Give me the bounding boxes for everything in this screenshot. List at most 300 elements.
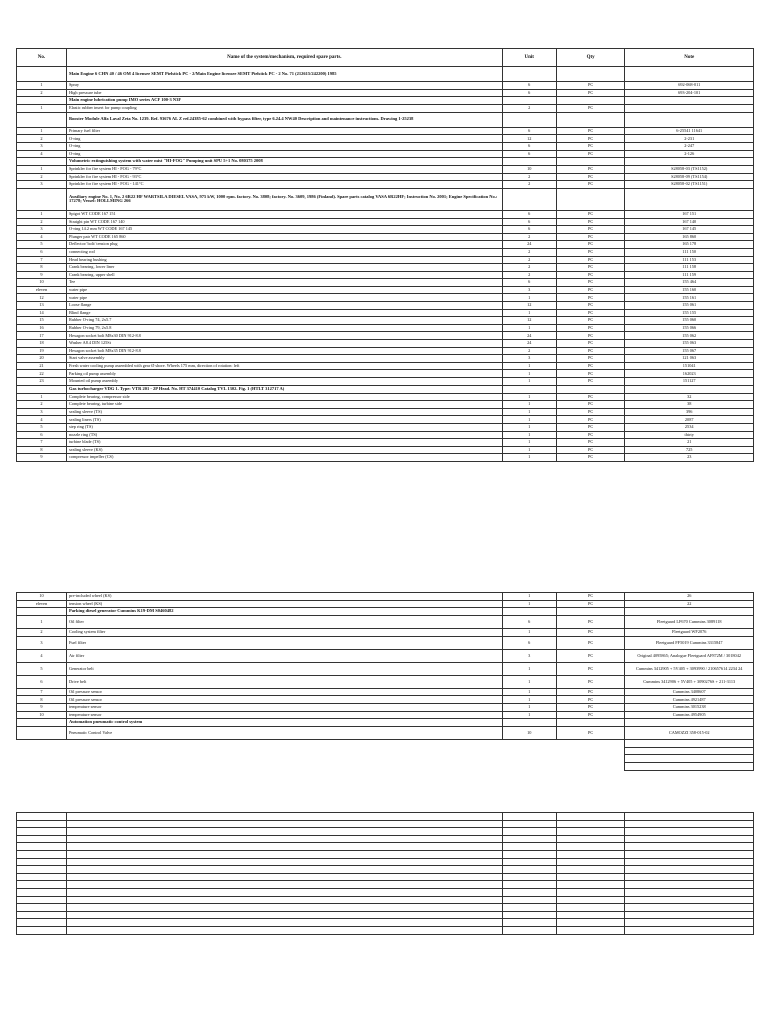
row-name: connecting rod <box>66 248 502 256</box>
row-qty: PC <box>556 401 625 409</box>
table-row <box>17 82 754 90</box>
row-no: 8 <box>17 696 67 704</box>
row-name: temperature sensor <box>66 703 502 711</box>
empty-row <box>17 820 754 828</box>
table-row <box>17 636 754 649</box>
empty-row <box>17 911 754 919</box>
table-row <box>17 89 754 97</box>
table-row <box>17 431 754 439</box>
row-note: 165 860 <box>625 233 754 241</box>
row-name: Crank bearing, lower liner <box>66 264 502 272</box>
blank-grid-table <box>16 812 754 935</box>
row-qty: PC <box>556 142 625 150</box>
row-qty: PC <box>556 636 625 649</box>
row-qty: PC <box>556 317 625 325</box>
row-qty: PC <box>556 294 625 302</box>
table-row <box>17 416 754 424</box>
table-row <box>17 248 754 256</box>
row-qty: PC <box>556 218 625 226</box>
row-note: 693-204-101 <box>625 89 754 97</box>
row-note: 155 062 <box>625 332 754 340</box>
row-unit: 1 <box>502 711 556 719</box>
row-name: Head bearing bushing <box>66 256 502 264</box>
row-note: 121 063 <box>625 355 754 363</box>
row-note: 2534 <box>625 423 754 431</box>
row-unit: 1 <box>502 408 556 416</box>
table-row <box>17 233 754 241</box>
row-unit: 10 <box>502 166 556 174</box>
row-no: 14 <box>17 309 67 317</box>
section-row <box>17 67 754 82</box>
row-unit: 2 <box>502 256 556 264</box>
row-qty: PC <box>556 593 625 601</box>
row-note: 155 066 <box>625 324 754 332</box>
row-name: Washer A8.4 DIN 125St <box>66 340 502 348</box>
row-note: 155 155 <box>625 309 754 317</box>
row-no: 6 <box>17 248 67 256</box>
row-note: 692-068-011 <box>625 82 754 90</box>
row-name: nozzle ring (TS) <box>66 431 502 439</box>
empty-row <box>17 828 754 836</box>
row-qty: PC <box>556 324 625 332</box>
row-note: 165 178 <box>625 241 754 249</box>
row-name: O-ring 14.2 mm WT CODE 167 145 <box>66 226 502 234</box>
row-no: 7 <box>17 439 67 447</box>
row-name: Complete bearing, compressor side <box>66 393 502 401</box>
table-row <box>17 362 754 370</box>
row-note: 21 <box>625 439 754 447</box>
section-title: Booster Module Alfa Laval Zeta No. 1239. Ref. 93676 AL Z ref.24385-62 combined with bypass filter, type 6.24.4 NW40 Description and maintenance instructions. Drawing 1-25238 <box>66 112 502 127</box>
table-row <box>17 727 754 740</box>
row-qty: PC <box>556 446 625 454</box>
row-note: 155 061 <box>625 302 754 310</box>
row-qty: PC <box>556 181 625 189</box>
table-row <box>17 408 754 416</box>
row-qty: PC <box>556 662 625 675</box>
row-unit: 1 <box>502 662 556 675</box>
table-row <box>17 294 754 302</box>
row-no: 1 <box>17 82 67 90</box>
row-note: 162023 <box>625 370 754 378</box>
row-note: 23 <box>625 454 754 462</box>
row-qty: PC <box>556 279 625 287</box>
row-unit: 6 <box>502 210 556 218</box>
row-name: Sprinkler for fire system HI - FOG - 141°C <box>66 181 502 189</box>
row-unit: 1 <box>502 370 556 378</box>
row-no: 9 <box>17 271 67 279</box>
row-no: 3 <box>17 181 67 189</box>
row-unit: 1 <box>502 401 556 409</box>
table-row <box>17 703 754 711</box>
table-row <box>17 662 754 675</box>
table-row <box>17 340 754 348</box>
row-unit: 6 <box>502 279 556 287</box>
row-note: 155 060 <box>625 317 754 325</box>
row-unit: 1 <box>502 675 556 688</box>
row-no: 19 <box>17 347 67 355</box>
row-note: 167 140 <box>625 218 754 226</box>
table-row <box>17 439 754 447</box>
row-no: 2 <box>17 218 67 226</box>
row-qty: PC <box>556 286 625 294</box>
row-name: Parking oil pump assembly <box>66 370 502 378</box>
row-no: 7 <box>17 256 67 264</box>
row-qty: PC <box>556 302 625 310</box>
row-unit: 1 <box>502 393 556 401</box>
row-unit: 1 <box>502 703 556 711</box>
empty-row <box>17 866 754 874</box>
row-no: 4 <box>17 416 67 424</box>
row-name: Drive belt <box>66 675 502 688</box>
table-row <box>17 711 754 719</box>
row-note: 396 <box>625 408 754 416</box>
row-name: Sprinkler for fire system HI - FOG - 79°C <box>66 166 502 174</box>
row-name: Deflector/ bolt/ tension plug <box>66 241 502 249</box>
empty-row <box>17 904 754 912</box>
row-qty: PC <box>556 362 625 370</box>
row-unit: 12 <box>502 317 556 325</box>
row-name: Cooling system filter <box>66 629 502 637</box>
row-unit: 6 <box>502 616 556 629</box>
table-row <box>17 324 754 332</box>
row-note: thirty <box>625 431 754 439</box>
section-title: Main engine lubrication pump IMO series ACF 100-3 N3F <box>66 97 502 105</box>
section-no-cell <box>17 188 67 210</box>
table-row <box>17 616 754 629</box>
table-row <box>17 317 754 325</box>
row-note: 32 <box>625 393 754 401</box>
table-row <box>17 649 754 662</box>
row-qty: PC <box>556 210 625 218</box>
row-name: O-ring <box>66 142 502 150</box>
section-no-cell <box>17 97 67 105</box>
row-name: Oil pressure sensor <box>66 696 502 704</box>
row-unit: 2 <box>502 173 556 181</box>
row-unit: 1 <box>502 629 556 637</box>
table-row <box>17 135 754 143</box>
row-no: 3 <box>17 636 67 649</box>
row-name: Fuel filter <box>66 636 502 649</box>
row-name: water pipe <box>66 286 502 294</box>
row-note: 2-231 <box>625 135 754 143</box>
row-qty: PC <box>556 355 625 363</box>
empty-row <box>17 850 754 858</box>
row-qty: PC <box>556 616 625 629</box>
row-note: 6-25541 11641 <box>625 127 754 135</box>
row-no: eleven <box>17 600 67 608</box>
table-row <box>17 401 754 409</box>
header-note: Note <box>625 49 754 67</box>
row-no: 2 <box>17 89 67 97</box>
row-unit: 1 <box>502 446 556 454</box>
row-qty: PC <box>556 150 625 158</box>
empty-row <box>17 755 754 763</box>
empty-row <box>17 762 754 770</box>
row-no: 5 <box>17 241 67 249</box>
row-unit: 1 <box>502 593 556 601</box>
table-row <box>17 173 754 181</box>
row-name: Straight pin WT CODE 167 140 <box>66 218 502 226</box>
table-row <box>17 271 754 279</box>
row-note: Cummins 3408607 <box>625 688 754 696</box>
row-name: Sprinkler for fire system HI - FOG - 93°C <box>66 173 502 181</box>
row-qty: PC <box>556 264 625 272</box>
row-unit: 1 <box>502 362 556 370</box>
row-unit: 6 <box>502 218 556 226</box>
table-row <box>17 279 754 287</box>
row-note: 151041 <box>625 362 754 370</box>
row-no: 15 <box>17 317 67 325</box>
row-unit: 6 <box>502 127 556 135</box>
table-row <box>17 454 754 462</box>
row-unit: 3 <box>502 355 556 363</box>
empty-row <box>17 835 754 843</box>
row-no: 3 <box>17 142 67 150</box>
row-name: Blind flange <box>66 309 502 317</box>
row-name: Complete bearing, turbine side <box>66 401 502 409</box>
row-qty: PC <box>556 271 625 279</box>
row-name: Oil pressure sensor <box>66 688 502 696</box>
row-note: Fleetguard LF670 Cummins 3089118 <box>625 616 754 629</box>
row-unit: 2 <box>502 264 556 272</box>
row-note: 725 <box>625 446 754 454</box>
row-note: 111 158 <box>625 264 754 272</box>
row-name: Pneumatic Control Valve <box>66 727 502 740</box>
row-unit: 2 <box>502 248 556 256</box>
section-title: Volumetric extinguishing system with water mist "HI-FOG" Pumping unit SPU 5+1 No. 080375 2008 <box>66 158 502 166</box>
row-no: 10 <box>17 279 67 287</box>
table-row <box>17 593 754 601</box>
row-qty: PC <box>556 309 625 317</box>
row-no: 7 <box>17 688 67 696</box>
row-no: 9 <box>17 703 67 711</box>
row-unit: 1 <box>502 324 556 332</box>
row-no: 20 <box>17 355 67 363</box>
row-qty: PC <box>556 135 625 143</box>
header-unit: Unit <box>502 49 556 67</box>
table-row <box>17 142 754 150</box>
row-unit: 12 <box>502 135 556 143</box>
row-note: Original 4095865; Analogue Fleetguard AF872M / 3018042 <box>625 649 754 662</box>
section-row <box>17 719 754 727</box>
table-header-row <box>17 49 754 67</box>
empty-row <box>17 896 754 904</box>
section-row <box>17 97 754 105</box>
row-qty: PC <box>556 696 625 704</box>
row-name: sealing sleeve (KS) <box>66 446 502 454</box>
row-unit: 3 <box>502 649 556 662</box>
table-row <box>17 355 754 363</box>
row-unit: 1 <box>502 696 556 704</box>
table-row <box>17 241 754 249</box>
row-no: 18 <box>17 340 67 348</box>
row-name: Tee <box>66 279 502 287</box>
row-no: 6 <box>17 431 67 439</box>
row-unit: 2 <box>502 233 556 241</box>
empty-row <box>17 747 754 755</box>
row-name: temperature sensor <box>66 711 502 719</box>
row-note: 111 150 <box>625 248 754 256</box>
row-no: 2 <box>17 173 67 181</box>
row-qty: PC <box>556 649 625 662</box>
table-row <box>17 218 754 226</box>
row-note: S28058-09 (TS1154) <box>625 173 754 181</box>
row-note: 167 151 <box>625 210 754 218</box>
row-name: O-ring <box>66 135 502 143</box>
table-row <box>17 675 754 688</box>
row-qty: PC <box>556 629 625 637</box>
row-note: 155 160 <box>625 286 754 294</box>
row-note: Cummins 3412905 + 5V405 + 3093990 / 210657614 2234 24 <box>625 662 754 675</box>
table-row <box>17 286 754 294</box>
table-row <box>17 105 754 113</box>
row-no: 5 <box>17 423 67 431</box>
row-note: 111 159 <box>625 271 754 279</box>
row-qty: PC <box>556 256 625 264</box>
empty-row <box>17 740 754 748</box>
table-row <box>17 181 754 189</box>
row-qty: PC <box>556 703 625 711</box>
table-row <box>17 370 754 378</box>
row-no: 17 <box>17 332 67 340</box>
row-no: 2 <box>17 135 67 143</box>
row-unit: 1 <box>502 431 556 439</box>
header-name: Name of the system/mechanism, required spare parts. <box>66 49 502 67</box>
section-no-cell <box>17 158 67 166</box>
header-no: No. <box>17 49 67 67</box>
row-unit: 2 <box>502 181 556 189</box>
empty-row <box>17 873 754 881</box>
row-name: Start valve assembly <box>66 355 502 363</box>
section-no-cell <box>17 112 67 127</box>
table-row <box>17 332 754 340</box>
row-note: 2087 <box>625 416 754 424</box>
row-name: sealing sleeve (TS) <box>66 408 502 416</box>
row-no <box>17 727 67 740</box>
table-row <box>17 446 754 454</box>
row-unit: 1 <box>502 688 556 696</box>
row-qty: PC <box>556 408 625 416</box>
row-no: 10 <box>17 593 67 601</box>
row-unit: 1 <box>502 439 556 447</box>
row-no: 1 <box>17 616 67 629</box>
row-note: 167 145 <box>625 226 754 234</box>
section-no-cell <box>17 608 67 616</box>
empty-row <box>17 858 754 866</box>
row-no: 3 <box>17 408 67 416</box>
row-qty: PC <box>556 347 625 355</box>
row-qty: PC <box>556 688 625 696</box>
row-unit: 1 <box>502 454 556 462</box>
row-note: Cummins 3412906 + 5V405 + 3090276S + 211-3113 <box>625 675 754 688</box>
row-qty: PC <box>556 105 625 113</box>
row-unit: 2 <box>502 271 556 279</box>
table-row <box>17 600 754 608</box>
row-unit: 6 <box>502 82 556 90</box>
spare-parts-table-top <box>16 48 754 462</box>
row-qty: PC <box>556 600 625 608</box>
row-name: Hexagon socket bolt M8x30 DIN 912-8.8 <box>66 332 502 340</box>
row-no: 8 <box>17 264 67 272</box>
row-name: Rubber O-ring 79, 2x5.8 <box>66 324 502 332</box>
row-name: High pressure tube <box>66 89 502 97</box>
row-qty: PC <box>556 439 625 447</box>
row-qty: PC <box>556 340 625 348</box>
row-unit: 10 <box>502 727 556 740</box>
table-row <box>17 347 754 355</box>
row-qty: PC <box>556 378 625 386</box>
section-title: Auxiliary engine No. 1, No. 2 6R22 HF WARTSILA DIESEL VASA, 975 kW, 1000 rpm. factory. No. 3808; factory. No. 3609, 1986 (Finland). Spare parts catalog VASA 6R22HF; Instruction No. 2001; Engine Specification No.: 17278; Vessel: HOLLMING 266 <box>66 188 502 210</box>
row-no: 9 <box>17 454 67 462</box>
section-no-cell <box>17 719 67 727</box>
row-name: Fresh water cooling pump assembled with gear Ø shore. Wheels 175 mm, direction of rotation: left <box>66 362 502 370</box>
row-qty: PC <box>556 423 625 431</box>
table-row <box>17 309 754 317</box>
row-name: Oil filter <box>66 616 502 629</box>
row-name: Elastic rubber insert for pump coupling <box>66 105 502 113</box>
row-name: Generator belt <box>66 662 502 675</box>
table-row <box>17 226 754 234</box>
section-no-cell <box>17 385 67 393</box>
row-name: Plunger pair WT CODE 165 860 <box>66 233 502 241</box>
row-note: 111 153 <box>625 256 754 264</box>
row-qty: PC <box>556 332 625 340</box>
row-unit: 12 <box>502 302 556 310</box>
section-row <box>17 608 754 616</box>
table-row <box>17 378 754 386</box>
row-qty: PC <box>556 173 625 181</box>
row-qty: PC <box>556 416 625 424</box>
section-title: Parking diesel generator Cummins K19-DM S0460482 <box>66 608 502 616</box>
row-name: Air filter <box>66 649 502 662</box>
row-name: turbine blade (TS) <box>66 439 502 447</box>
row-unit: 2 <box>502 105 556 113</box>
row-name: tension wheel (KS) <box>66 600 502 608</box>
row-note: Cummins 4954905 <box>625 711 754 719</box>
section-row <box>17 188 754 210</box>
table-row <box>17 256 754 264</box>
row-note: 155 063 <box>625 340 754 348</box>
row-note: 22 <box>625 600 754 608</box>
row-unit: 6 <box>502 150 556 158</box>
row-qty: PC <box>556 454 625 462</box>
row-qty: PC <box>556 431 625 439</box>
section-title: Main Engine 6 CHN 40 / 46 OM 4 licensee SEMT Pielstick PC - 2/Main Engine licensee SEMT Pielstick PC - 2 No. 71 (212615/242200) 1985 <box>66 67 502 82</box>
section-title: Gas turbocharger VDG 1. Type: VTR 201 - 2P Head. No. HT 374410 Catalog TVL 1302. Fig. 1 (HTLT 312717 A) <box>66 385 502 393</box>
row-name: pre-included wheel (KS) <box>66 593 502 601</box>
row-qty: PC <box>556 89 625 97</box>
empty-row <box>17 881 754 889</box>
table-row <box>17 127 754 135</box>
row-unit: 2 <box>502 347 556 355</box>
row-unit: 6 <box>502 226 556 234</box>
row-name: Spray <box>66 82 502 90</box>
row-no: 1 <box>17 166 67 174</box>
table-row <box>17 629 754 637</box>
row-qty: PC <box>556 241 625 249</box>
row-no: 12 <box>17 294 67 302</box>
empty-row <box>17 926 754 934</box>
row-note: Fleetguard WF2076 <box>625 629 754 637</box>
row-name: Crank bearing, upper shell <box>66 271 502 279</box>
row-note: CAMOZZI 358-015-02 <box>625 727 754 740</box>
empty-row <box>17 888 754 896</box>
row-note: 155 161 <box>625 294 754 302</box>
row-no: 2 <box>17 401 67 409</box>
row-no: 1 <box>17 210 67 218</box>
row-no: 2 <box>17 629 67 637</box>
table-row <box>17 150 754 158</box>
